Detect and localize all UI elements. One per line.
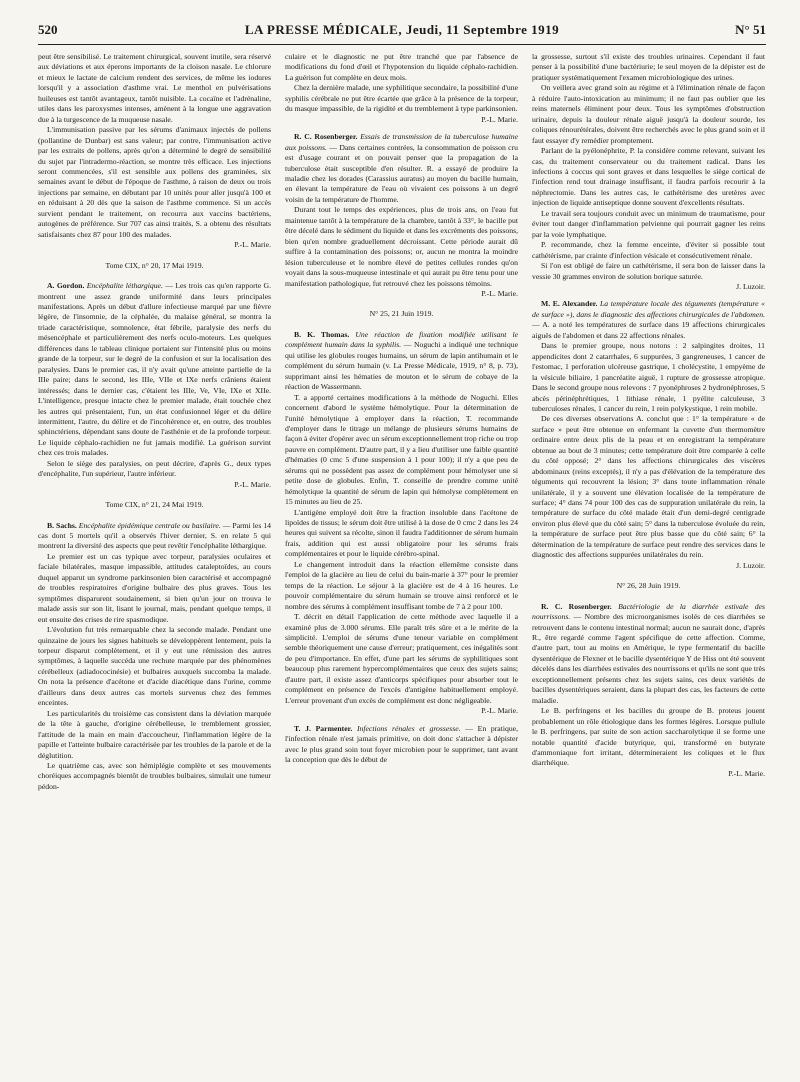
abstract-parmenter (285, 724, 518, 766)
article-title: Une réaction de fixation modifiée utilisant le complément humain dans la syphilis. (285, 329, 518, 350)
paragraph: L'antigène employé doit être la fraction insoluble dans l'acétone de lipoïdes de tissus; le sérum doit être utilisé à la dose de 0 cmc 2 dans les 24 heures qui suivent sa récolte, sinon il faudra l'additionner de sérum humain frais, addition qui est aussi obligatoire pour les sérums frais complémentaires et pour le liquide cérébro-spinal. (285, 507, 518, 559)
article-title: Encéphalite léthargique. (86, 281, 163, 291)
issue-heading: N° 25, 21 Juin 1919. (369, 309, 434, 319)
paragraph: peut être sensibilisé. Le traitement chirurgical, souvent inutile, sera réservé aux déviations et aux éperons importants de la cloison nasale. Le chlorure et mieux le lactate de calcium rendent des services, de même les iodures lorsqu'il y a association d'asthme vrai. Le menthol en pulvérisations huileuses est tantôt avantageux, tantôt nuisible. La cocaïne et l'adrénaline, utiles dans les paroxysmes intenses, amènent à la longue une aggravation due à la turgescence de la muqueuse nasale. (38, 52, 271, 124)
abstract-rosenberger-diarrhee (532, 602, 765, 707)
paragraph: Le travail sera toujours conduit avec un minimum de traumatisme, pour éviter tout danger d'inflammation pelvienne qui pourrait gagner les reins par la voie lymphatique. (532, 208, 765, 239)
abstract-rosenberger-poissons (285, 132, 518, 205)
page-number: 520 (38, 22, 58, 37)
abstract-thomas (285, 330, 518, 393)
paragraph: Le premier est un cas typique avec torpeur, paralysies oculaires et faciale bilatérales, masque impassible, attitudes cataleptoïdes, au cours duquel apparut un syndrome parkinsonien bien caractérisé et accompagné de troubles respiratoires d'origine bulbaire des plus graves. Tous les symptômes disparurent soudainement, si bien qu'un jour on trouva le malade assis sur son lit, lisant le journal, mais, pendant quelque temps, il eut ensuite des crises de rire spasmodique. (38, 551, 271, 624)
abstract-sachs (38, 521, 271, 552)
paragraph: Le quatrième cas, avec son hémiplégie complète et ses mouvements choréiques accompagnés bientôt de troubles bulbaires, simulait une tumeur pédon- (38, 761, 271, 791)
abstract-text: — Parmi les 14 cas dont 5 mortels qu'il a observés l'hiver dernier, S. en relate 5 qui montrent la diversité des aspects que peut revêtir l'encéphalite léthargique. (38, 520, 271, 551)
article-title: Essais de transmission de la tuberculose humaine aux poissons. (285, 132, 518, 152)
paragraph: la grossesse, surtout s'il existe des troubles urinaires. Cependant il faut penser à la possibilité d'une bactériurie; le seul moyen de la dépister est de pratiquer systématiquement l'examen microbiologique des urines. (532, 52, 765, 82)
paragraph: L'immunisation passive par les sérums d'animaux injectés de pollens (pollantine de Dunbar) est sans valeur; par contre, l'immunisation active par les extraits de pollens, après qu'on a déterminé le degré de sensibilité du sujet par l'intradermo-réaction, se montre très efficace. Les injections seront commencées, s'il est sensible aux pollens des graminées, six semaines avant le début de l'époque de l'asthme, à raison de deux ou trois injections par semaine, en débutant par 10 unités pour aller jusqu'à 100 et en réduisant à 20 dès que la saison de l'asthme commence. Si un accès survient pendant le traitement, on recourra aux vaccins bactériens, autogènes de préférence. Sur 707 cas ainsi traités, S. a obtenu des résultats satisfaisants chez 87 pour 100 des malades. (38, 125, 271, 239)
paragraph: Si l'on est obligé de faire un cathétérisme, il sera bon de laisser dans la vessie 30 grammes environ de solution borique saturée. (532, 261, 765, 281)
paragraph: Dans le premier groupe, nous notons : 2 salpingites droites, 11 appendicites dont 2 catarrhales, 6 suppurées, 3 gangreneuses, 1 cancer de l'estomac, 1 perforation ulcéreuse gastrique, 1 cholécystite, 1 empyème de la vésicule biliaire, 1 pancréatite aiguë, 1 rupture de grossesse atropique. Dans le second groupe nous relevons : 7 pyonéphroses 2 hydronéphroses, 5 abcès périnéphrétiques, 1 lithiase rénale, 1 pyélite calculeuse, 3 tuberculoses rénales, 1 cancer du rein, 1 rein polykystique, 1 rein mobile. (532, 341, 765, 413)
author: R. C. Rosenberger. (541, 601, 612, 611)
article-title: Encéphalite épidémique centrale ou basilaire. (78, 520, 221, 530)
paragraph: De ces diverses observations A. conclut que : 1° la température « de surface » peut être obtenue en enfermant la cuvette d'un thermomètre ordinaire entre deux plis de la peau et en enregistrant la température obtenue au bout de 3 minutes; cette température doit être comparée à celle du côté opposé; 2° dans les affections chirurgicales des viscères abdominaux (reins exceptés), il n'y a pas d'élévation de la température des téguments qui recouvrent la lésion; 3° dans toute inflammation rénale unilatérale, il y a souvent une élévation localisée de la température de surface; 4° dans 74 pour 100 des cas de suppuration unilatérale du rein, la température de surface du côté malade était d'un demi-degré centigrade environ plus élevé que du côté sain; 5° dans la tuberculose évoluée du rein, la température de surface peut être plus basse que du côté sain; 6° la détermination de la température de surface peut rendre des services dans le diagnostic des affections suppurées unilatérales du rein. (532, 414, 765, 560)
paragraph: T. décrit en détail l'application de cette méthode avec laquelle il a examiné plus de 3.000 sérums. Elle paraît très sûre et a le mérite de la simplicité. L'emploi de sérums d'une teneur variable en complément semble théoriquement une cause d'erreur; pratiquement, ces inégalités sont de peu d'importance. En effet, d'une part les sérums de syphilitiques sont beaucoup plus rarement hypercomplémentaires que ceux des sujets sains; d'autre part, il existe assez d'anticorps spécifiques pour absorber tout le complément en présence de l'excès d'antigène habituellement employé. L'erreur provenant d'un excès de complément est donc négligeable. (285, 612, 518, 705)
paragraph: P. recommande, chez la femme enceinte, d'éviter si possible tout cathétérisme, par crainte d'infection vésicale et consécutivement rénale. (532, 240, 765, 260)
signature: P.-L. Marie. (481, 288, 518, 298)
article-title: Infections rénales et grossesse. (356, 723, 461, 733)
abstract-gordon (38, 281, 271, 459)
author: A. Gordon. (47, 281, 85, 291)
paragraph: Chez la dernière malade, une syphilitique secondaire, la possibilité d'une syphilis cérébrale ne put être écartée que grâce à la présence de la torpeur, du masque impassible, de la rigidité et du tremblement à type parkinsonien. (285, 83, 518, 114)
abstract-text: — Nombre des microorganismes isolés de ces diarrhées se retrouvent dans le contenu intestinal normal; aucun ne saurait donc, d'après R., être regardé comme l'agent spécifique de cette affection. Comme, d'autre part, tout au moins en Amérique, le type fermentatif du bacille dysentérique de Flexner et le bacille dysentérique Y de Hiss ont été souvent décelés dans les diarrhées estivales des nourrissons et qu'ils ne sont que très exceptionnellement présents chez les sujets sains, ces deux variétés de bacilles dysentériques seraient, dans la plupart des cas, les facteurs de cette maladie. (532, 612, 765, 705)
paragraph: On veillera avec grand soin au régime et à l'élimination rénale de façon à réduire l'auto-intoxication au minimum; il ne faut pas oublier que les reins maternels éliminent pour deux. Tous les symptômes d'obstruction urinaire, depuis la douleur rénale aiguë jusqu'à la douleur sourde, les coliques rénourétérales, doivent être recherchés avec le plus grand soin et il faut essayer d'y remédier promptement. (532, 83, 765, 145)
paragraph: culaire et le diagnostic ne put être tranché que par l'absence de modifications du fond d'œil et l'hypotension du liquide céphalo-rachidien. La guérison fut complète en deux mois. (285, 52, 518, 82)
signature: J. Luzoir. (736, 560, 765, 570)
column-middle (285, 52, 518, 1072)
paragraph: T. a apporté certaines modifications à la méthode de Noguchi. Elles concernent d'abord le système hémolytique. Pour la détermination de l'unité hémolytique à employer dans la réaction, T. recommande d'employer dans le titrage un mélange de plusieurs sérums humains de façon à éviter d'opérer avec un sérum exceptionnellement trop riche ou trop pauvre en complément. D'autre part, il y a lieu d'utiliser une faible quantité d'hématies (0 cmc 5 d'une suspension à 1 pour 100); il n'y a que peu de sérums qui ne possèdent pas assez de complément pour hémolyser une si petite dose de globules. Enfin, T. conseille de prendre comme unité hémolytique la quantité de sérum de lapin qui hémolyse complètement en 15 minutes au lieu de 25. (285, 392, 518, 507)
signature: P.-L. Marie. (234, 240, 271, 250)
issue-heading: Tome CIX, n° 21, 24 Mai 1919. (105, 500, 204, 510)
paragraph: Selon le siège des paralysies, on peut décrire, d'après G., deux types d'encéphalite, l'un supérieur, l'autre inférieur. (38, 458, 271, 479)
signature: P.-L. Marie. (481, 114, 518, 124)
abstract-text: — Noguchi a indiqué une technique qui utilise les globules rouges humains, un sérum de lapin antihumain et le complément du sérum humain (v. La Presse Médicale, 1919, n° 8, p. 73), supprimant ainsi les hématies de mouton et le sérum de cobaye de la réaction de Wassermann. (285, 340, 518, 392)
header-rule (38, 44, 766, 45)
article-title: Bactériologie de la diarrhée estivale des nourrissons. (532, 601, 765, 622)
paragraph: Les particularités du troisième cas consistent dans la déviation marquée de la tête à gauche, d'origine cérébelleuse, le tremblement grossier, l'attitude de la main en main d'accoucheur, l'inflammation légère de la papille et l'atteinte bulbaire caractérisée par les troubles de la parole et de la déglutition. (38, 708, 271, 760)
paragraph: Durant tout le temps des expériences, plus de trois ans, on l'eau fut maintenue tantôt à la température de la chambre, tantôt à 33°, le bacille put être décelé dans le sédiment du liquide et dans les excréments des poissons, bien qu'en nombre graduellement décroissant. Cette période aurait dû suffire à la contamination des poissons; or, aucun ne montra la moindre lésion tuberculeuse et le nombre élevé de petites cellules rondes qu'on voyait dans la sous-muqueuse intestinale et qui aurait pu être tenu pour une manifestation pathologique, fut retrouvé chez les poissons témoins. (285, 205, 518, 288)
abstract-text: — En pratique, l'infection rénale n'est jamais primitive, on doit donc s'attacher à dépister avec le plus grand soin tout foyer microbien pour le supprimer, tant avant la conception que dès le début de (285, 723, 518, 764)
issue-heading: Tome CIX, n° 20, 17 Mai 1919. (105, 260, 204, 270)
author: M. E. Alexander. (541, 299, 598, 309)
paragraph: Le B. perfringens et les bacilles du groupe de B. proteus jouent probablement un rôle étiologique dans les formes légères. Lorsque pullule le B. perfringens, par suite de son action saccharolytique il se forme une notable quantité d'acide butyrique, qui, transformé en butyrate d'ammoniaque fort irritant, détermineraient les coliques et le flux diarrhéique. (532, 706, 765, 768)
issue-heading: N° 26, 28 Juin 1919. (616, 581, 681, 591)
abstract-alexander (532, 299, 765, 341)
paragraph: Le changement introduit dans la réaction ellemême consiste dans l'emploi de la glacière au lieu de celui du bain-marie à 37° pour le premier temps de la réaction. Le séjour à la glacière est de 4 à 16 heures. Le pouvoir complémentaire du sérum humain se trouve ainsi renforcé et le nombre des sérums à complément insuffisant tombe de 7 à 2 pour 100. (285, 559, 518, 611)
author: B. Sachs. (47, 520, 77, 530)
signature: J. Luzoir. (736, 281, 765, 291)
signature: P.-L. Marie. (234, 479, 271, 489)
abstract-text: — Les trois cas qu'en rapporte G. montrent une assez grande uniformité dans leurs principales manifestations. Après un début d'allure infectieuse marqué par une fièvre légère, de l'insomnie, de la céphalée, du malaise général, se montra la triade caractéristique, somnolence, état fébrile, paralysie des nerfs du mésencéphale et particulièrement des nerfs oculo-moteurs. Les quelques différences dans le tableau clinique portaient sur l'intensité plus ou moins grande de la torpeur, sur le degré de la confusion et sur la localisation des paralysies. Dans le premier cas, il n'y avait qu'une atteinte partielle de la IIIe paire; dans le second, les IIIe, VIIe et IXe nerfs crâniens étaient intéressés; dans le dernier cas, c'étaient les IIIe, Ve, VIe, IXe et XIIe. L'intelligence, presque intacte chez le premier malade, était touchée chez les autres qui présentaient, l'un, un état confusionnel léger et du délire intermittent, l'autre, du délire et de l'incohérence et, en outre, des troubles sphinctériens, dépendant sans doute de l'asthénie et de la profonde torpeur. Le liquide céphalo-rachidien ne fut jamais modifié. La guérison survint chez ces trois malades. (38, 281, 271, 458)
column-left (38, 52, 271, 1072)
abstract-text: — Dans certaines contrées, la consommation de poisson cru est d'usage courant et on pouvait penser que la propagation de la tuberculose était susceptible d'en résulter. R. a essayé de produire la maladie chez les dorades (Carassius auratus) au moyen du bacille humain, en élevant la température de l'eau où vivaient ces poissons à un degré voisin de la température de l'homme. (285, 142, 518, 204)
journal-title: LA PRESSE MÉDICALE, Jeudi, 11 Septembre 1919 (244, 22, 560, 37)
column-right (532, 52, 765, 1072)
issue-number: N° 51 (735, 22, 766, 37)
signature: P.-L. Marie. (481, 706, 518, 716)
paragraph: L'évolution fut très remarquable chez la seconde malade. Pendant une quinzaine de jours les signes habituels se développèrent lentement, puis la torpeur disparut complètement, et il y eut une rémission des autres symptômes, à laquelle succéda une rechute marquée par des phénomènes cérébelleux (adiadococinésie) et bulbaires auxquels succomba la malade. On nota la présence d'acétone et d'acide diacétique dans l'urine, comme d'ailleurs dans deux autres cas mortels survenus chez des femmes enceintes. (38, 625, 271, 708)
signature: P.-L. Marie. (728, 768, 765, 778)
paragraph: Parlant de la pyélonéphrite, P. la considère comme relevant, suivant les cas, du traitement conservateur ou du traitement radical. Dans les infections à coccus qui sont graves et dans lesquelles le siège cortical de l'infection rend tout drainage insuffisant, il faudra parfois recourir à la néphrectomie. Dans les autres cas, le cathétérisme des uretères avec injection de liquide antiseptique donne souvent d'excellents résultats. (532, 146, 765, 208)
abstract-text: — A. a noté les températures de surface dans 19 affections chirurgicales aiguës de l'abdomen et dans 22 affections rénales. (532, 320, 765, 340)
author: B. K. Thomas. (294, 329, 350, 339)
article-title: La température locale des téguments (température « de surface »), dans le diagnostic des affections chirurgicales de l'abdomen. (532, 299, 765, 319)
page-header (38, 22, 766, 42)
author: R. C. Rosenberger. (294, 132, 358, 142)
author: T. J. Parmenter. (294, 723, 353, 733)
